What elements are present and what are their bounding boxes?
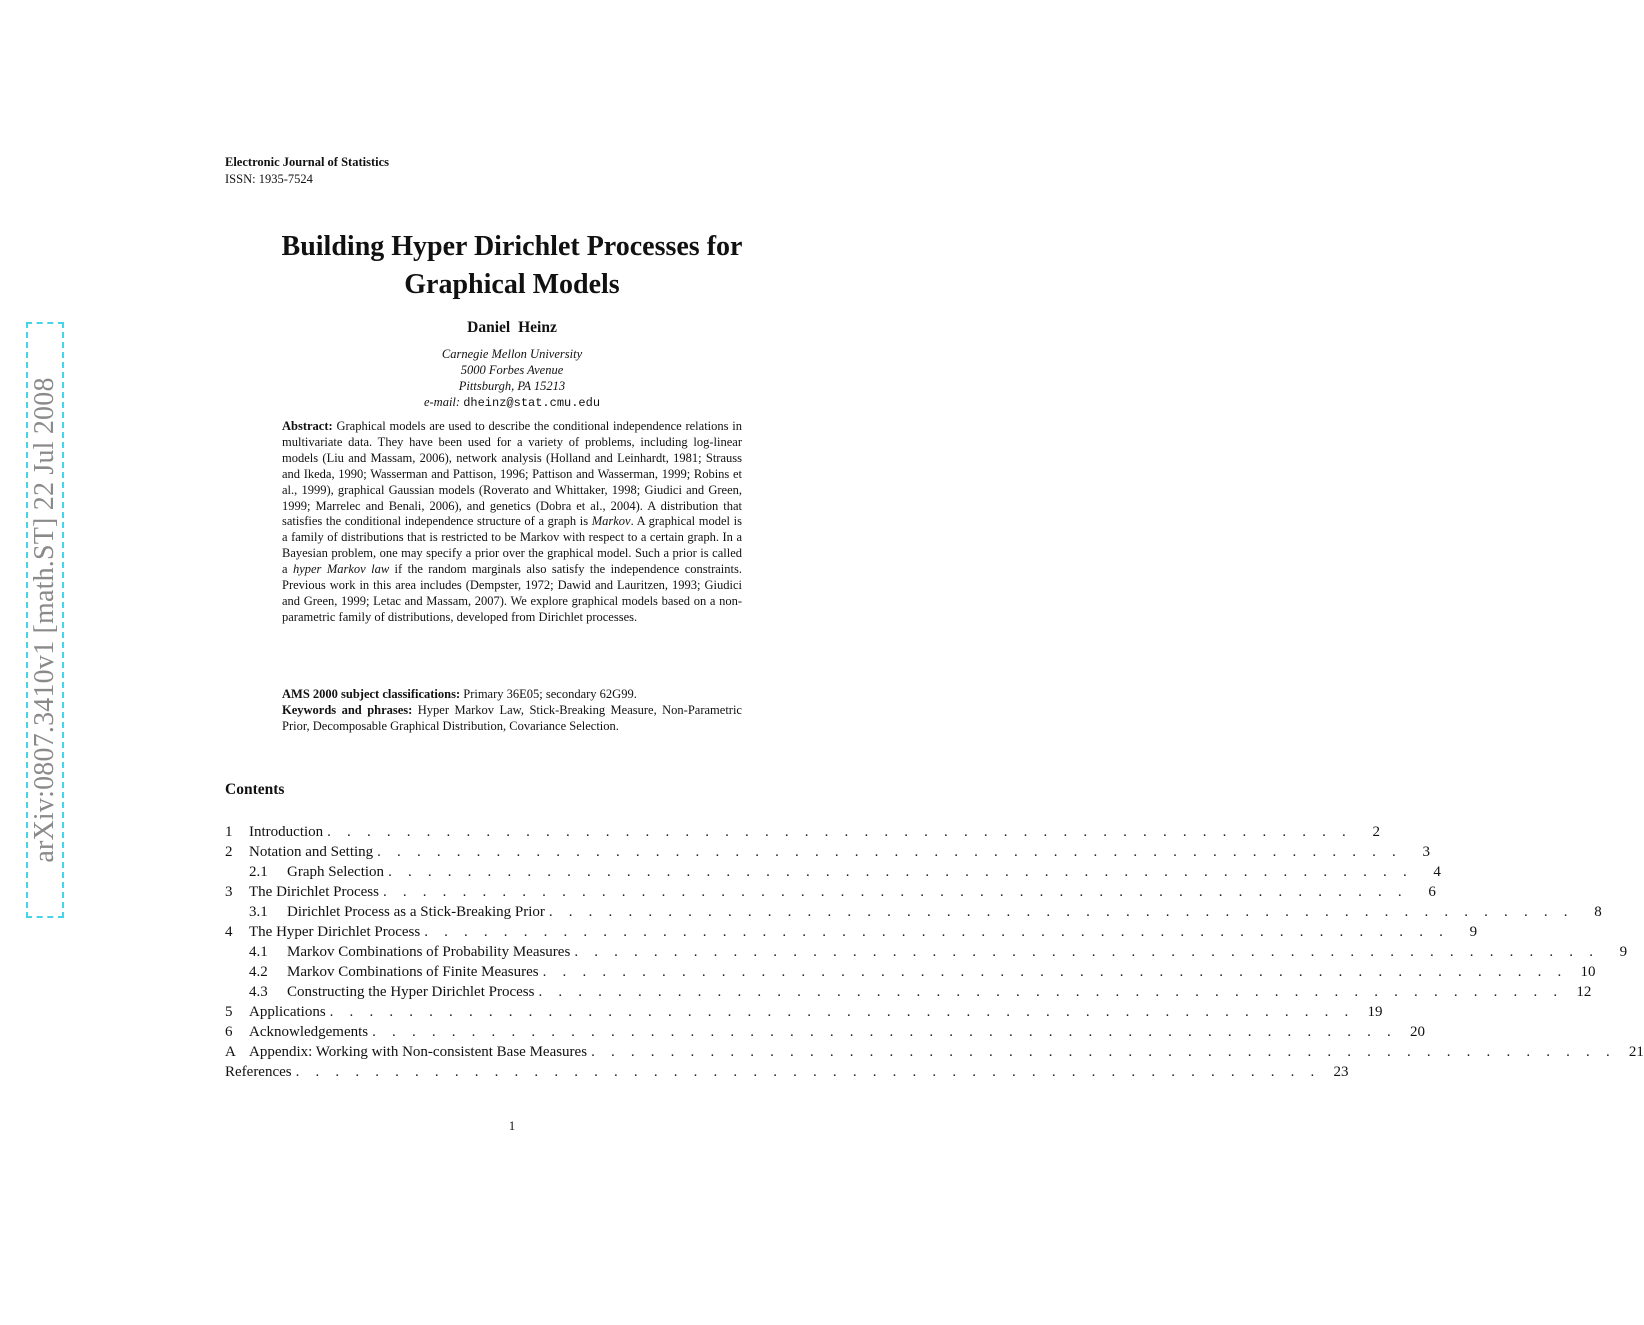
paper-title — [200, 228, 824, 304]
toc-number: 1 — [225, 824, 233, 840]
arxiv-stamp-text: arXiv:0807.3410v1 [math.ST] 22 Jul 2008 — [29, 377, 60, 863]
toc-entry[interactable] — [225, 1042, 1644, 1062]
issn: ISSN: 1935-7524 — [225, 172, 313, 186]
toc-leader: . . . . . . . . . . . . . . . . . . . . . . . . . . . . . . . . . . . . . . . . . . . . . . . . . . . . — [574, 944, 1600, 960]
abstract-text-1: Graphical models are used to describe the conditional independence relations in multivariate data. They have been used for a variety of problems, including log-linear models (Liu and Massam, 2006), network analysis (Holland and Leinhardt, 1981; Strauss and Ikeda, 1990; Wasserman and Pattison, 1996; Pattison and Wasserman, 1999; Robins et al., 1999), graphical Gaussian models (Roverato and Whittaker, 1998; Giudici and Green, 1999; Marrelec and Benali, 2006), and genetics (Dobra et al., 2004). A distribution that satisfies the conditional independence structure of a graph is — [282, 419, 742, 529]
page-number: 1 — [508, 1119, 516, 1133]
toc-leader: . . . . . . . . . . . . . . . . . . . . . . . . . . . . . . . . . . . . . . . . . . . . . . . . . . . . — [548, 904, 1574, 920]
toc-label: Constructing the Hyper Dirichlet Process — [287, 984, 535, 1000]
abstract-text-3: if the random marginals also satisfy the independence constraints. Previous work in this area includes (Dempster, 1972; Dawid and Lauritzen, 1993; Giudici and Green, 1999; Letac and Massam, 2007). We explore graphical models based on a non-parametric family of distributions, developed from Dirichlet processes. — [282, 562, 742, 624]
toc-entry[interactable] — [225, 1002, 1383, 1022]
toc-label: Applications — [249, 1004, 326, 1020]
abstract — [282, 419, 742, 626]
toc-page: 8 — [1594, 904, 1602, 920]
toc-label: References — [225, 1064, 292, 1080]
author-name: Daniel Heinz — [467, 319, 557, 336]
toc-number: 4.2 — [249, 964, 268, 980]
toc-label: Graph Selection — [287, 864, 385, 880]
toc-number: 3.1 — [249, 904, 268, 920]
toc-page: 10 — [1580, 964, 1596, 980]
toc-number: 6 — [225, 1024, 233, 1040]
toc-leader: . . . . . . . . . . . . . . . . . . . . . . . . . . . . . . . . . . . . . . . . . . . . . . . . . . . . — [372, 1024, 1397, 1040]
toc-page: 4 — [1433, 864, 1441, 880]
affiliation-city: Pittsburgh, PA 15213 — [458, 379, 566, 393]
toc-entry[interactable] — [225, 882, 1436, 902]
toc-number: 2 — [225, 844, 233, 860]
toc-page: 19 — [1367, 1004, 1383, 1020]
journal-name: Electronic Journal of Statistics — [225, 155, 389, 169]
toc-leader: . . . . . . . . . . . . . . . . . . . . . . . . . . . . . . . . . . . . . . . . . . . . . . . . . . . . — [295, 1064, 1321, 1080]
toc-leader: . . . . . . . . . . . . . . . . . . . . . . . . . . . . . . . . . . . . . . . . . . . . . . . . . . . . — [591, 1044, 1616, 1060]
paper-metadata — [282, 686, 742, 734]
toc-entry[interactable] — [225, 982, 1592, 1002]
toc-leader: . . . . . . . . . . . . . . . . . . . . . . . . . . . . . . . . . . . . . . . . . . . . . . . . . . . . — [542, 964, 1568, 980]
toc-label: Markov Combinations of Finite Measures — [287, 964, 539, 980]
toc-label: The Hyper Dirichlet Process — [249, 924, 421, 940]
toc-number: 3 — [225, 884, 233, 900]
toc-page: 3 — [1422, 844, 1431, 860]
toc-leader: . . . . . . . . . . . . . . . . . . . . . . . . . . . . . . . . . . . . . . . . . . . . . . . . . . . . — [424, 924, 1450, 940]
toc-label: The Dirichlet Process — [249, 884, 379, 900]
toc-page: 9 — [1469, 924, 1478, 940]
toc-number: 4.1 — [249, 944, 268, 960]
toc-entry[interactable] — [225, 822, 1381, 842]
toc-label: Dirichlet Process as a Stick-Breaking Prior — [287, 904, 545, 920]
keywords-text: Hyper Markov Law, Stick-Breaking Measure, Non-Parametric Prior, Decomposable Graphical Distribution, Covariance Selection. — [282, 703, 742, 733]
affiliation-street: 5000 Forbes Avenue — [460, 363, 564, 377]
toc-label: Markov Combinations of Probability Measures — [287, 944, 571, 960]
keywords-label: Keywords and phrases: — [282, 703, 413, 717]
ams-classification — [282, 686, 742, 702]
toc-leader: . . . . . . . . . . . . . . . . . . . . . . . . . . . . . . . . . . . . . . . . . . . . . . . . . . . . — [382, 884, 1408, 900]
toc-page: 9 — [1619, 944, 1628, 960]
ams-text: Primary 36E05; secondary 62G99. — [460, 687, 637, 701]
abstract-em-hyper-markov: hyper Markov law — [292, 562, 390, 577]
abstract-text-2: . A graphical model is a family of distributions that is restricted to be Markov with respect to a certain graph. In a Bayesian problem, one may specify a prior over the graphical model. Such a prior is called a — [282, 514, 742, 577]
toc-label: Appendix: Working with Non-consistent Base Measures — [249, 1044, 588, 1060]
toc-label: Acknowledgements — [249, 1024, 369, 1040]
toc-entry[interactable] — [225, 862, 1441, 882]
email-label: e-mail: — [423, 395, 461, 409]
toc-number: 5 — [225, 1004, 233, 1020]
toc-number: 2.1 — [249, 864, 268, 880]
toc-number: 4.3 — [249, 984, 268, 1000]
toc-page: 21 — [1628, 1044, 1644, 1060]
toc-page: 20 — [1410, 1024, 1425, 1040]
toc-page: 2 — [1372, 824, 1381, 840]
toc-number: A — [225, 1044, 236, 1060]
affiliation-university: Carnegie Mellon University — [441, 347, 583, 361]
toc-entry[interactable] — [225, 922, 1478, 942]
contents-heading: Contents — [225, 781, 285, 798]
email-line — [0, 395, 1024, 410]
toc-entry[interactable] — [225, 962, 1596, 982]
toc-page: 12 — [1576, 984, 1592, 1000]
toc-leader: . . . . . . . . . . . . . . . . . . . . . . . . . . . . . . . . . . . . . . . . . . . . . . . . . . . . — [329, 1004, 1355, 1020]
abstract-label: Abstract: — [282, 419, 333, 433]
toc-number: 4 — [225, 924, 233, 940]
toc-entry[interactable] — [225, 902, 1602, 922]
email-link[interactable]: dheinz@stat.cmu.edu — [463, 396, 601, 410]
toc-page: 6 — [1428, 884, 1436, 900]
toc-leader: . . . . . . . . . . . . . . . . . . . . . . . . . . . . . . . . . . . . . . . . . . . . . . . . . . . . — [538, 984, 1564, 1000]
toc-entry[interactable] — [225, 1062, 1349, 1082]
toc-leader: . . . . . . . . . . . . . . . . . . . . . . . . . . . . . . . . . . . . . . . . . . . . . . . . . . . . — [377, 844, 1403, 860]
toc-entry[interactable] — [225, 842, 1431, 862]
toc-entry[interactable] — [225, 1022, 1425, 1042]
toc-leader: . . . . . . . . . . . . . . . . . . . . . . . . . . . . . . . . . . . . . . . . . . . . . . . . . . . . — [388, 864, 1413, 880]
toc-page: 23 — [1333, 1064, 1349, 1080]
title-line-2: Graphical Models — [404, 269, 620, 300]
ams-label: AMS 2000 subject classifications: — [282, 687, 461, 701]
toc-label: Notation and Setting — [249, 844, 374, 860]
arxiv-stamp — [26, 322, 64, 918]
abstract-em-markov: Markov — [591, 514, 631, 529]
title-line-1: Building Hyper Dirichlet Processes for — [281, 231, 743, 262]
table-of-contents — [225, 822, 1644, 1082]
toc-entry[interactable] — [225, 942, 1628, 962]
toc-label: Introduction — [249, 824, 324, 840]
toc-leader: . . . . . . . . . . . . . . . . . . . . . . . . . . . . . . . . . . . . . . . . . . . . . . . . . . . . — [327, 824, 1353, 840]
keywords — [282, 702, 742, 734]
